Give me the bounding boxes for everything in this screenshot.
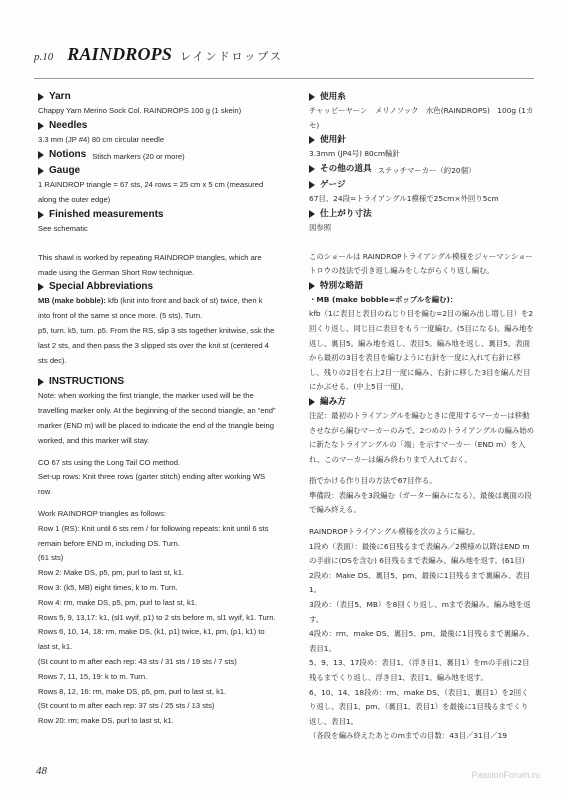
mb-term-jp: ・MB (make bobble=ボッブルを編む)： [309, 294, 458, 304]
tools-heading-jp: その他の道具 [309, 162, 372, 176]
notions-text: Stitch markers (20 or more) [92, 151, 185, 161]
triangle-bullet-icon [309, 210, 315, 218]
intro-paragraph-jp: このショールは RAINDROPトライアングル模様をジャーマンショートロウの技法で引き返し編みをしながらくり返し編む。 [309, 251, 533, 276]
row-instruction-jp: 2段め：Make DS、裏目5、pm、最後に1目残るまで裏編み、表目1。 [309, 570, 531, 595]
method-note-jp: 注記：最初のトライアングルを編むときに使用するマーカーは移動させながら編むマーカーのみで、2つめのトライアングルの編み始めに新たなトライアングルの「端」を示すマーカー（END m）を入れ、このマーカーは編み終わりまで入れておく。 [309, 410, 535, 464]
row-instruction: Rows 6, 10, 14, 18: rm, make DS, (k1, p1) twice, k1, pm, (p1, k1) to last st, k1. [38, 627, 265, 652]
row-instruction: Rows 7, 11, 15, 19: k to m. Turn. [38, 671, 148, 681]
mb-definition: MB (make bobble): kfb (knit into front and back of st) twice, then k into front of the same st once more. (5 sts). Turn. [38, 296, 263, 321]
abbreviations-heading-jp: 特別な略語 [309, 279, 535, 293]
triangle-bullet-icon [309, 398, 315, 406]
triangle-bullet-icon [38, 283, 44, 291]
triangle-bullet-icon [38, 93, 44, 101]
needles-text: 3.3 mm (JP #4) 80 cm circular needle [38, 134, 165, 144]
notions-row [38, 148, 276, 165]
gauge-text: 1 RAINDROP triangle = 67 sts, 24 rows = 25 cm x 5 cm (measured along the outer edge) [38, 180, 264, 205]
finished-heading: Finished measurements [38, 208, 276, 222]
english-column [38, 90, 276, 729]
triangle-bullet-icon [38, 167, 44, 175]
setup-rows-text-jp: 準備段：表編みを3段編む（ガーター編みになる）。最後は裏面の段で編み終える。 [309, 490, 532, 515]
mb-definition-cont: p5, turn. k5, turn. p5. From the RS, slip 3 sts together knitwise, ssk the last 2 sts, and then pass the 3 slipped sts over the knit st (centered 4 sts dec). [38, 325, 275, 365]
setup-rows-text: Set-up rows: Knit three rows (garter stitch) ending after working WS row. [38, 472, 266, 497]
watermark: PassionForum.ru [471, 770, 540, 780]
needles-heading-jp: 使用針 [309, 133, 535, 147]
page-number: 48 [36, 765, 47, 777]
pattern-title: RAINDROPS [67, 44, 173, 64]
cast-on-text: CO 67 sts using the Long Tail CO method. [38, 457, 181, 467]
notions-heading: Notions [38, 148, 86, 162]
pattern-title-jp: レインドロップス [180, 50, 283, 63]
triangle-bullet-icon [309, 282, 315, 290]
row-instruction: (St count to m after each rep: 43 sts / 31 sts / 19 sts / 7 sts) [38, 656, 237, 666]
page-label: p.10 [34, 51, 54, 63]
work-triangles-text: Work RAINDROP triangles as follows: [38, 508, 167, 518]
gauge-text-jp: 67目、24段=トライアングル1模様で25cm×外回り5cm [309, 194, 499, 204]
row-instruction: Row 1 (RS): Knit until 6 sts rem / for following repeats: knit until 6 sts remain before END m, including DS. Turn. [38, 523, 269, 548]
triangle-bullet-icon [38, 122, 44, 130]
triangle-bullet-icon [309, 93, 315, 101]
row-instruction-jp: 1段め（表面）：最後に6目残るまで表編み／2模様め以降はEND mの手前に(DSを含む) 6目残るまで表編み。編み地を返す。(61目) [309, 541, 530, 566]
row-instruction: (61 sts) [38, 553, 64, 563]
yarn-heading-jp: 使用糸 [309, 90, 535, 104]
triangle-bullet-icon [309, 181, 315, 189]
row-instruction: (St count to m after each rep: 37 sts / 25 sts / 13 sts) [38, 701, 215, 711]
cast-on-text-jp: 指でかける作り目の方法で67目作る。 [309, 476, 437, 486]
row-instruction: Row 20: rm; make DS, purl to last st, k1. [38, 716, 174, 726]
method-heading-jp: 編み方 [309, 395, 535, 409]
needles-heading: Needles [38, 119, 276, 133]
japanese-column [309, 90, 535, 744]
abbreviations-heading: Special Abbreviations [38, 280, 276, 294]
row-instruction-jp: 4段め：rm、make DS、裏目5、pm、最後に1目残るまで裏編み、表目1。 [309, 629, 534, 653]
gauge-heading-jp: ゲージ [309, 178, 535, 192]
row-instruction: Row 2: Make DS, p5, pm, purl to last st, k1. [38, 568, 185, 578]
row-instruction: Row 4: rm, make DS, p5, pm, purl to last st, k1. [38, 597, 198, 607]
instructions-heading: INSTRUCTIONS [38, 375, 276, 389]
triangle-bullet-icon [38, 211, 44, 219]
row-instruction-jp: 6、10、14、18段め：rm、make DS、（表目1、裏目1）を2回くり返し、表目1、pm、（裏目1、表目1）を最後に1目残るまでくり返し、表目1。 [309, 687, 529, 726]
work-triangles-text-jp: RAINDROPトライアングル模様を次のように編む。 [309, 527, 480, 537]
yarn-text: Chappy Yarn Merino Sock Col. RAINDROPS 100 g (1 skein) [38, 106, 242, 115]
row-instruction-jp: （各段を編み終えたあとのmまでの目数：43目／31目／19 [309, 731, 508, 741]
triangle-bullet-icon [309, 165, 315, 173]
intro-paragraph: This shawl is worked by repeating RAINDROP triangles, which are made using the German Short Row technique. [38, 252, 262, 277]
row-instruction: Rows 5, 9, 13,17: k1, (sl1 wyif, p1) to 2 sts before m, sl1 wyif, k1. Turn. [38, 612, 276, 622]
row-instruction: Rows 8, 12, 16: rm, make DS, p5, pm, purl to last st, k1. [38, 686, 227, 696]
row-instruction: Row 3: (k5, MB) eight times, k to m. Turn. [38, 582, 178, 592]
instructions-note: Note: when working the first triangle, the marker used will be the travelling marker only. At the beginning of the second triangle, an “end” marker (END m) will be placed to indicate the end of the triangle being worked, and this marker will stay. [38, 391, 276, 445]
triangle-bullet-icon [309, 136, 315, 144]
row-instruction-jp: 5、9、13、17段め：表目1、（浮き目1、裏目1）をmの手前に2目残るまでくり返し、浮き目1、表目1。編み地を返す。 [309, 658, 530, 682]
triangle-bullet-icon [38, 378, 44, 386]
row-instruction-jp: 3段め：（表目5、MB）を8回くり返し、mまで表編み。編み地を返す。 [309, 600, 531, 624]
yarn-heading: Yarn [38, 90, 276, 104]
yarn-text-jp: チャッピーヤーン メリノソック 水色(RAINDROPS) 100g (1カセ) [309, 106, 534, 130]
tools-row-jp [309, 162, 535, 179]
finished-text: See schematic [38, 223, 88, 233]
header-divider [34, 78, 534, 79]
page-header [34, 44, 283, 65]
finished-heading-jp: 仕上がり寸法 [309, 207, 535, 221]
tools-text-jp: ステッチマーカー（約20個） [377, 165, 476, 175]
triangle-bullet-icon [38, 151, 44, 159]
mb-definition-jp: kfb（1に表目と表目のねじり目を編む=2目の編み出し増し目）を2回くり返し、同じ目に表目をもう一度編む。(5目になる)。編み地を返し、裏目5。編み地を返し、表目5。編み地を返し、裏目5。表面から最初の3目を表目を編むように右針を一度に入れて右針に移し、残りの2目を右上2目一度に編み、右針に移した3目を編んだ目にかぶせる。(中上5目一度)。 [309, 309, 534, 392]
needles-text-jp: 3.3mm (JP4号) 80cm輪針 [309, 149, 400, 159]
finished-text-jp: 図参照 [309, 222, 332, 232]
gauge-heading: Gauge [38, 164, 276, 178]
